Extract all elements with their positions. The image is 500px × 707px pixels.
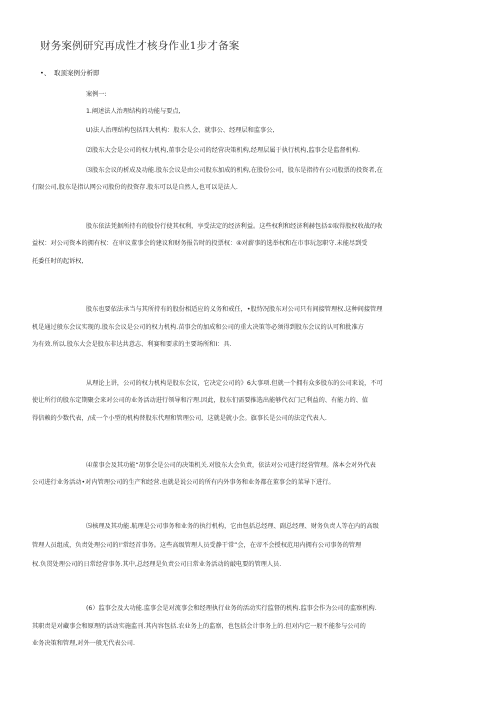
bullet-marker: •、 [40,69,51,77]
item-line: U)法人治理结构包括四大机构：股东人会、就事公、经理层和监事公, [86,127,275,134]
item-line: ⑵股东大会是公司的权力机构,董事会是公司的经营决策机构,经理层属于执行机构,监事会是监督机构. [86,147,360,154]
paragraph-line: 得信赖的少数代表，/成一个小型的机构替股东代理和管理公司，这就是就小会。旗事长是公司的法定代表人. [32,415,327,422]
paragraph-line: ⑸核理及其功能.航理是公司事务和业务的执行机构，它由包括总经理、副总经理、财务负责人等在内的高级 [86,523,379,530]
section-heading: 取顶案例分析即 [54,69,100,77]
paragraph-line: 其职责是对藏事会和原理的活动实施监刊.其内容包括.农业务上的监察，也包括会计事务上的.但对内它一般不能参与公司的 [32,623,366,630]
paragraph-line: 公司进行业务活动•对内管理公司的生产和经营.也就是说公司的所有内外事务和业务都在董事会的菜导下进行。 [32,479,335,486]
paragraph-line: 使让所行的股东定期聚会来对公司的业务活动进行领导和泞理.因此，股东们需要推选出能够代衣门己利益的、有能力的、值 [32,397,369,404]
paragraph-line: 为有效.所以.股东大会是股东非达共意志、利赛和要求的主要场所和I：具. [32,341,232,348]
paragraph-line: 管理人员组成，负责处理公司的!'常经首事务。这些高级管理人员受静干常”会，在帝不会授权范用内拥有公司事务的管理 [32,542,362,549]
item-line: ⑶股东会议的析成及功能.股东会议是由公司股东加成的机构,在股份公司，股东是指持有公司股票的投资者,在 [86,167,383,174]
paragraph-line: 业务决策和管理,对外一般无代表公司. [32,640,135,647]
paragraph-line: 股东也要依法承当与其所持有的股份相适应的义务和戒任，•股恃况股东对公司只有间接管理权.这种间接管理 [86,306,383,313]
paragraph-line: 机是通过般东会议实现的.股东会议是公司的权力机构.苗事会的加成和公司的重大决策等必须得到股东会议的认可和批准方 [32,324,364,331]
item-line: 仃限公司,股东是指认网公司股份的投资存.股东可以是自然人,也可以是法人. [32,184,238,191]
paragraph-line: 股东依法凭据所持有的股份行使其权利，享受法定的经济利益。这些权利和经济利赫包括①取得股权收战的收 [86,223,383,230]
paragraph-line: 益权：对公司资本的拥有权：在审议董事会的建议和财务报告时的投票权：④对薪事的选举权和在市事玩忽职守.未能尽到受 [32,240,368,247]
paragraph-line: 权.负贯处理公司的日常经营事务.其中,总经理是负责公司日常业务活动的敲电要的管理人员. [32,561,282,568]
paragraph-line: 托委任时的起诉权, [32,258,84,265]
section-heading-row [40,68,100,77]
paragraph-line: 从理论上讲，公司的权力机构是股东会议，它决定公司的》6大事项.但就一个拥有众多股东的公司来说，不可 [86,380,383,387]
item-line: 1.阐述法人治理结构的功能与要点, [86,108,181,115]
case-label: 案例一: [86,91,107,98]
document-title: 财务案例研究再成性才核身作业1步才备案 [40,40,240,52]
paragraph-line: ⑷董事会及其功能“胡事会是公司的决策机关.对股东大会负责，依法对公司进行经营管理。落本会对外代表 [86,462,376,469]
paragraph-line: (6）监事会及大功能.监事会是对流事会和经理执行业务的活动实行监督的机构.监事会作为公司的监察机构. [86,605,377,612]
